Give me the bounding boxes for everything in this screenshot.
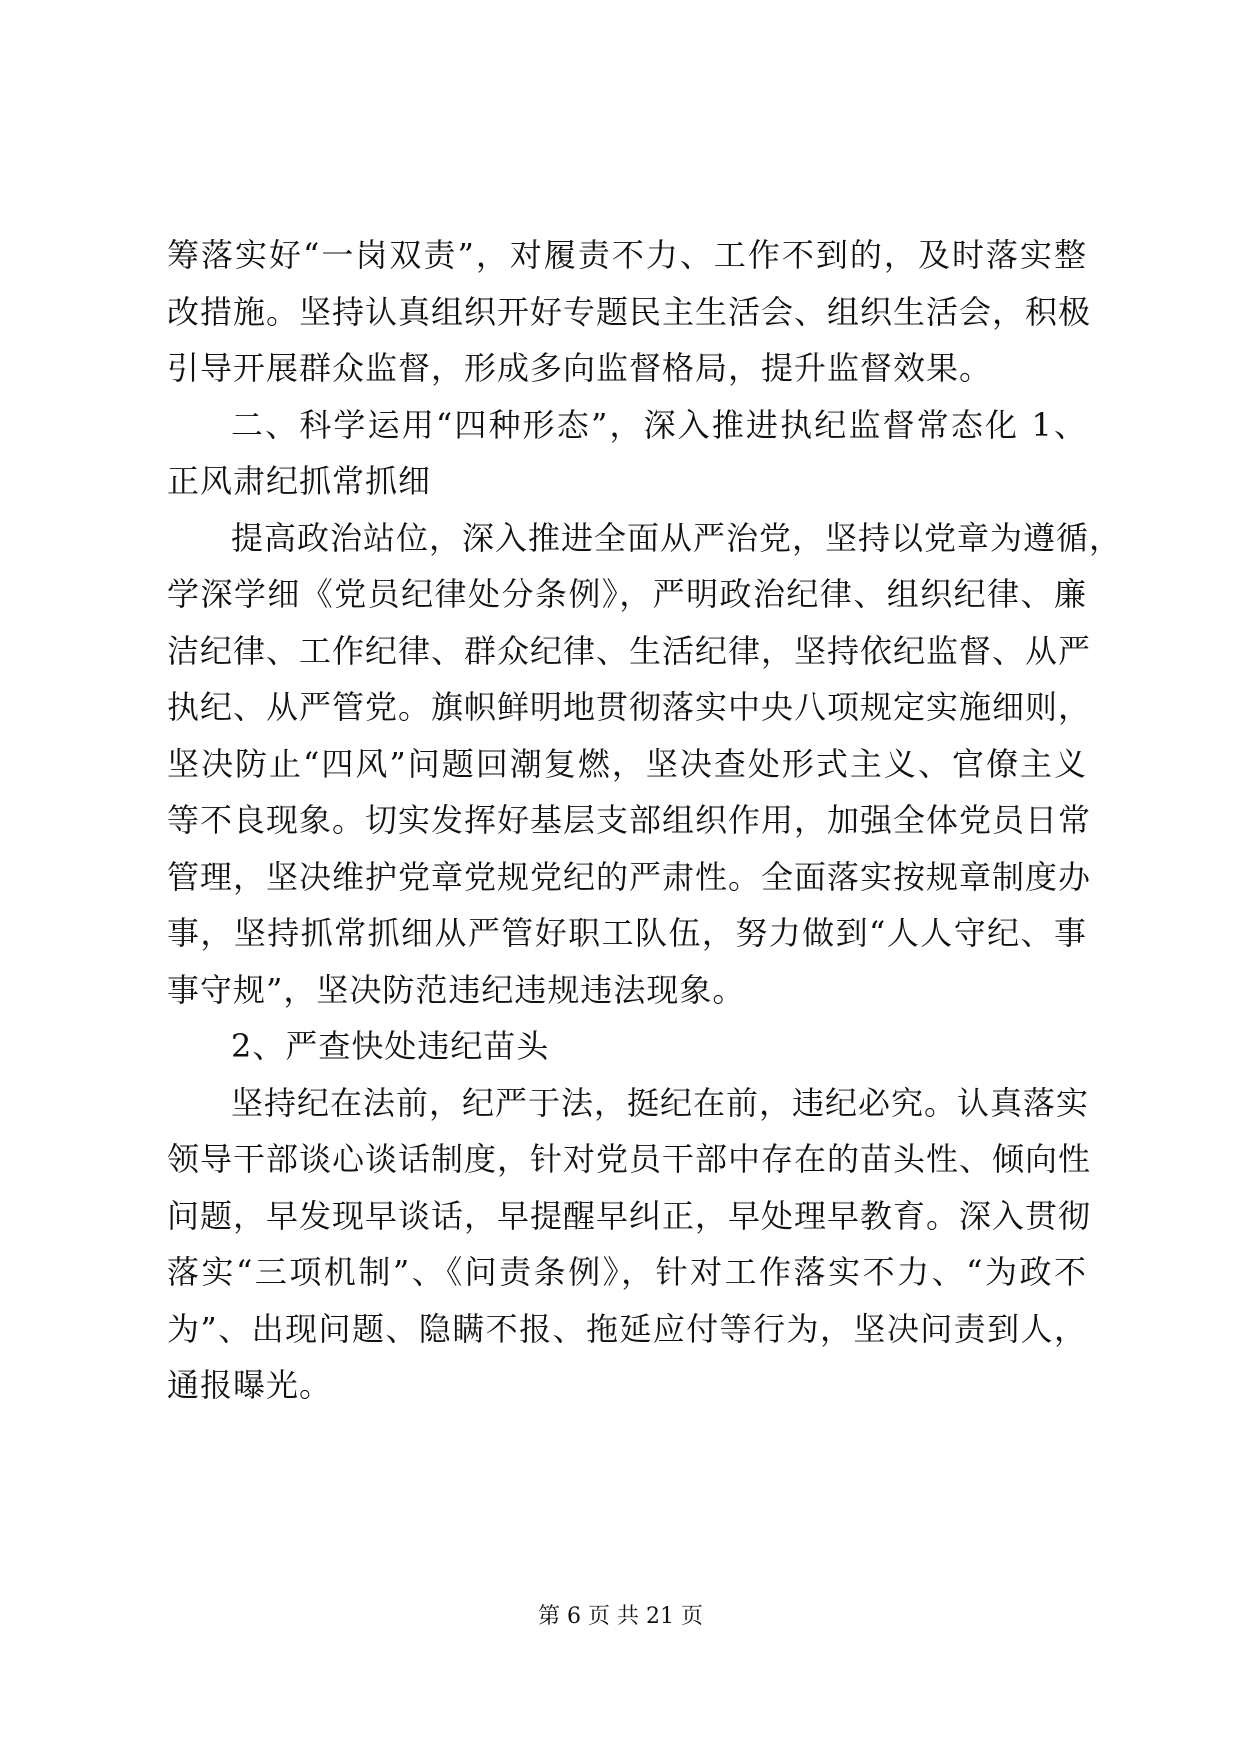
page-footer: 第 6 页 共 21 页	[538, 1604, 703, 1629]
text-line: 正风肃纪抓常抓细	[167, 462, 432, 500]
text-line: 坚持纪在法前，纪严于法，挺纪在前，违纪必究。认真落实	[231, 1083, 1090, 1122]
text-line: 二、科学运用“四种形态”，深入推进执纪监督常态化 1、	[231, 405, 1087, 444]
text-line: 通报曝光。	[167, 1366, 333, 1404]
text-line: 改措施。坚持认真组织开好专题民主生活会、组织生活会，积极	[167, 292, 1092, 331]
text-line: 管理，坚决维护党章党规党纪的严肃性。全面落实按规章制度办	[167, 857, 1092, 896]
text-line: 坚决防止“四风”问题回潮复燃，坚决查处形式主义、官僚主义	[167, 744, 1087, 783]
text-line: 事守规”，坚决防范违纪违规违法现象。	[167, 970, 746, 1009]
text-line: 执纪、从严管党。旗帜鲜明地贯彻落实中央八项规定实施细则，	[167, 688, 1092, 726]
text-line: 学深学细《党员纪律处分条例》，严明政治纪律、组织纪律、廉	[167, 575, 1087, 613]
text-line: 为”、出现问题、隐瞒不报、拖延应付等行为，坚决问责到人，	[167, 1309, 1087, 1348]
text-line: 洁纪律、工作纪律、群众纪律、生活纪律，坚持依纪监督、从严	[167, 631, 1092, 670]
text-line: 等不良现象。切实发挥好基层支部组织作用，加强全体党员日常	[167, 801, 1092, 839]
text-line: 事，坚持抓常抓细从严管好职工队伍，努力做到“人人守纪、事	[167, 914, 1087, 952]
text-line: 问题，早发现早谈话，早提醒早纠正，早处理早教育。深入贯彻	[167, 1196, 1092, 1235]
text-line: 提高政治站位，深入推进全面从严治党，坚持以党章为遵循，	[231, 518, 1123, 557]
text-line: 筹落实好“一岗双责”，对履责不力、工作不到的，及时落实整	[167, 236, 1087, 274]
text-line: 落实“三项机制”、《问责条例》，针对工作落实不力、“为政不	[167, 1253, 1087, 1291]
text-line: 引导开展群众监督，形成多向监督格局，提升监督效果。	[167, 349, 993, 387]
text-line: 2、严查快处违纪苗头	[231, 1027, 550, 1065]
text-line: 领导干部谈心谈话制度，针对党员干部中存在的苗头性、倾向性	[167, 1140, 1092, 1178]
document-body	[167, 227, 1123, 1414]
